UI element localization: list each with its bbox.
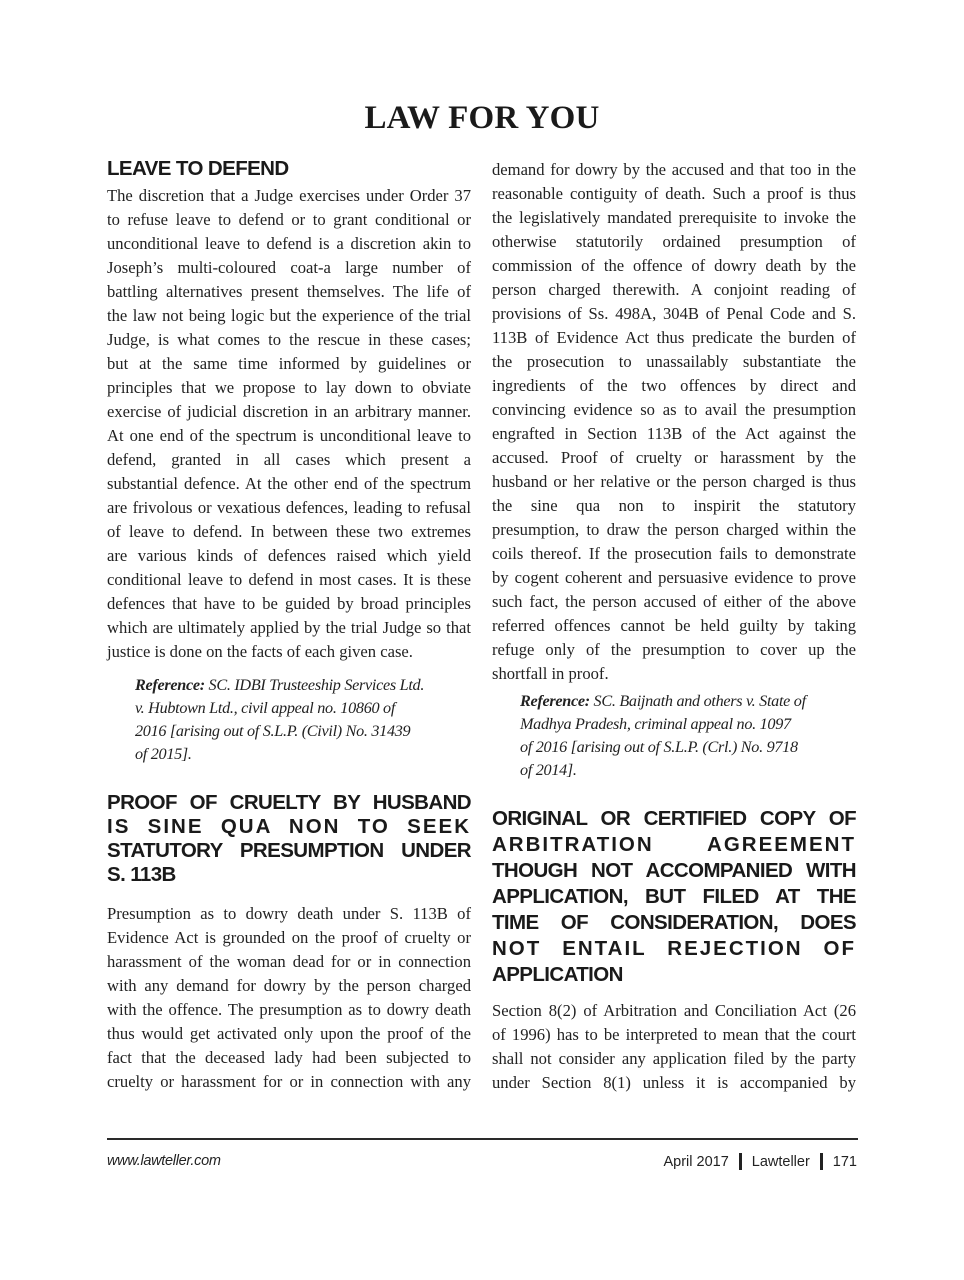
body-line: which are ultimately applied by the trial Judge so that (107, 618, 471, 637)
body-line: coils thereof. If the prosecution fails to demonstrate (492, 544, 856, 563)
body-line: otherwise statutorily ordained presumption of (492, 232, 856, 251)
body-line: At one end of the spectrum is unconditional leave to (107, 426, 471, 445)
body-line: Judge, is what comes to the rescue in these cases; (107, 330, 471, 349)
reference-citation: Reference: SC. IDBI Trusteeship Services Ltd. (135, 676, 425, 694)
body-line: the prosecution to unassailably substantiate the (492, 352, 856, 371)
body-line: ingredients of the two offences by direct and (492, 376, 856, 395)
body-line: the legislatively mandated prerequisite to invoke the (492, 208, 856, 227)
body-line: Section 8(2) of Arbitration and Conciliation Act (26 (492, 1001, 856, 1020)
footer-separator (820, 1153, 823, 1170)
section-heading-arbitration: ARBITRATION AGREEMENT (492, 833, 856, 856)
body-line: are various kinds of defences raised which yield (107, 546, 471, 565)
section-heading-arbitration: ORIGINAL OR CERTIFIED COPY OF (492, 807, 856, 830)
body-line: harassment of the woman dead for or in connection (107, 952, 471, 971)
body-line: exercise of judicial discretion in an arbitrary manner. (107, 402, 471, 421)
body-line: commission of the offence of dowry death by the (492, 256, 856, 275)
body-line: unconditional leave to defend is a discretion akin to (107, 234, 471, 253)
body-line: Evidence Act is grounded on the proof of cruelty or (107, 928, 471, 947)
body-line: refuge only of the presumption to cover up the (492, 640, 856, 659)
body-line: with any demand for dowry by the person charged (107, 976, 471, 995)
section-heading-proof-of-cruelty: PROOF OF CRUELTY BY HUSBAND (107, 791, 471, 814)
body-line: such fact, the person accused of either of the above (492, 592, 856, 611)
section-heading-arbitration: THOUGH NOT ACCOMPANIED WITH (492, 859, 856, 882)
section-heading-proof-of-cruelty: STATUTORY PRESUMPTION UNDER (107, 839, 471, 862)
footer-divider (107, 1138, 858, 1140)
body-line: are frivolous or vexatious defences, leading to refusal (107, 498, 471, 517)
footer-publication-name: Lawteller (751, 1153, 810, 1170)
body-line: defences that have to be guided by broad principles (107, 594, 471, 613)
body-line: fact that the deceased lady had been subjected to (107, 1048, 471, 1067)
body-line: 113B of Evidence Act thus predicate the burden of (492, 328, 856, 347)
body-line: under Section 8(1) unless it is accompanied by (492, 1073, 856, 1092)
masthead-title: LAW FOR YOU (364, 100, 600, 136)
body-line: of leave to defend. In between these two extremes (107, 522, 471, 541)
body-line: Presumption as to dowry death under S. 113B of (107, 904, 471, 923)
body-line: principles that we propose to lay down to obviate (107, 378, 471, 397)
section-heading-arbitration: APPLICATION (492, 963, 623, 986)
body-line: shortfall in proof. (492, 664, 609, 683)
body-line: engrafted in Section 113B of the Act against the (492, 424, 856, 443)
body-line: convincing evidence so as to avail the presumption (492, 400, 856, 419)
body-line: demand for dowry by the accused and that too in the (492, 160, 856, 179)
body-line: with the offence. The presumption as to dowry death (107, 1000, 471, 1019)
body-line: presumption, to draw the person charged within the (492, 520, 856, 539)
body-line: thus would get activated only upon the proof of the (107, 1024, 471, 1043)
reference-label: Reference: (520, 692, 590, 710)
body-line: the sine qua non to inspirit the statutory (492, 496, 856, 515)
reference-citation-line: of 2014]. (520, 761, 577, 779)
section-heading-arbitration: TIME OF CONSIDERATION, DOES (492, 911, 856, 934)
section-heading-proof-of-cruelty: IS SINE QUA NON TO SEEK (107, 815, 471, 838)
body-line: the law not being logic but the experience of the trial (107, 306, 471, 325)
reference-citation-line: v. Hubtown Ltd., civil appeal no. 10860 of (135, 699, 396, 717)
footer-website-link[interactable]: www.lawteller.com (107, 1153, 221, 1169)
body-line: referred offences cannot be held guilty by taking (492, 616, 856, 635)
body-line: cruelty or harassment for or in connection with any (107, 1072, 471, 1091)
reference-citation-line: 2016 [arising out of S.L.P. (Civil) No. 31439 (135, 722, 411, 740)
body-line: provisions of Ss. 498A, 304B of Penal Code and S. (492, 304, 856, 323)
body-line: reasonable contiguity of death. Such a proof is thus (492, 184, 856, 203)
section-heading-leave-to-defend: LEAVE TO DEFEND (107, 157, 289, 180)
reference-citation-line: of 2016 [arising out of S.L.P. (Crl.) No. 9718 (520, 738, 798, 756)
body-line: Joseph’s multi-coloured coat-a large number of (107, 258, 471, 277)
body-line: accused. Proof of cruelty or harassment by the (492, 448, 856, 467)
body-line: battling alternatives present themselves. The life of (107, 282, 471, 301)
section-heading-proof-of-cruelty: S. 113B (107, 863, 176, 886)
body-line: to refuse leave to defend or to grant conditional or (107, 210, 471, 229)
body-line: conditional leave to defend in most cases. It is these (107, 570, 471, 589)
reference-label: Reference: (135, 676, 205, 694)
body-line: substantial defence. At the other end of the spectrum (107, 474, 471, 493)
section-heading-arbitration: NOT ENTAIL REJECTION OF (492, 937, 856, 960)
body-line: justice is done on the facts of each given case. (107, 642, 413, 661)
footer-separator (739, 1153, 742, 1170)
body-line: defend, granted in all cases which present a (107, 450, 471, 469)
reference-citation: Reference: SC. Baijnath and others v. State of (520, 692, 806, 710)
reference-citation-line: of 2015]. (135, 745, 192, 763)
body-line: but at the same time informed by guidelines or (107, 354, 471, 373)
footer-issue-info (663, 1153, 857, 1170)
section-heading-arbitration: APPLICATION, BUT FILED AT THE (492, 885, 856, 908)
body-line: shall not consider any application filed by the party (492, 1049, 856, 1068)
reference-citation-line: Madhya Pradesh, criminal appeal no. 1097 (520, 715, 791, 733)
body-line: The discretion that a Judge exercises under Order 37 (107, 186, 471, 205)
body-line: of 1996) has to be interpreted to mean that the court (492, 1025, 856, 1044)
body-line: husband or her relative or the person charged is thus (492, 472, 856, 491)
body-line: by cogent coherent and persuasive evidence to prove (492, 568, 856, 587)
body-line: person charged therewith. A conjoint reading of (492, 280, 856, 299)
footer-page-number: 171 (832, 1153, 857, 1170)
footer-issue-date: April 2017 (663, 1153, 729, 1170)
